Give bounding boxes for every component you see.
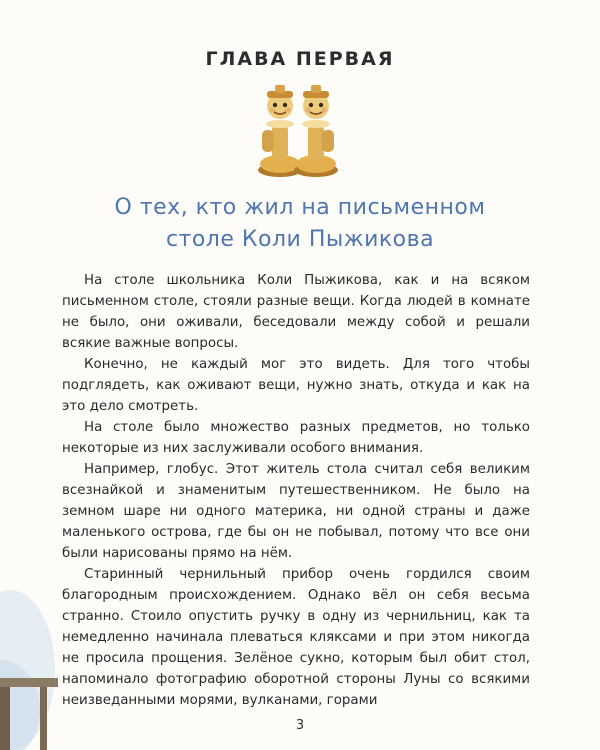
chapter-label: ГЛАВА ПЕРВАЯ (205, 48, 395, 70)
chapter-title-line-2: столе Коли Пыжикова (165, 227, 435, 252)
chapter-body (62, 270, 530, 711)
paragraph: На столе школьника Коли Пыжикова, как и на всяком письменном столе, стояли разные вещи. Когда людей в комнате не было, они оживали, беседовали между собой и решали всякие важные вопросы. (62, 273, 530, 351)
chapter-title (60, 192, 540, 256)
paragraph: Старинный чернильный прибор очень гордился своим благородным происхождением. Однако вёл он себя весьма странно. Стоило опустить ручку в одну из чернильниц, как та немедленно начинала плеваться кляксами и при этом никогда не просила прощения. Зелёное сукно, которым был обит стол, напоминало фотографию оборотной стороны Луны со всякими неизведанными морями, вулканами, горами (62, 567, 530, 708)
wooden-figures-illustration (248, 80, 348, 180)
page-number: 3 (295, 718, 305, 733)
chapter-title-line-1: О тех, кто жил на письменном (114, 195, 486, 220)
paragraph: На столе было множество разных предметов, но только некоторые из них заслуживали особого внимания. (62, 420, 530, 456)
paragraph: Конечно, не каждый мог это видеть. Для того чтобы подглядеть, как оживают вещи, нужно знать, откуда и как на это дело смотреть. (62, 357, 530, 414)
paragraph: Например, глобус. Этот житель стола считал себя великим всезнайкой и знаменитым путешественником. Не было на земном шаре ни одного материка, ни одной страны и даже маленького острова, где бы он не побывал, потому что все они были нарисованы прямо на нём. (62, 462, 530, 561)
